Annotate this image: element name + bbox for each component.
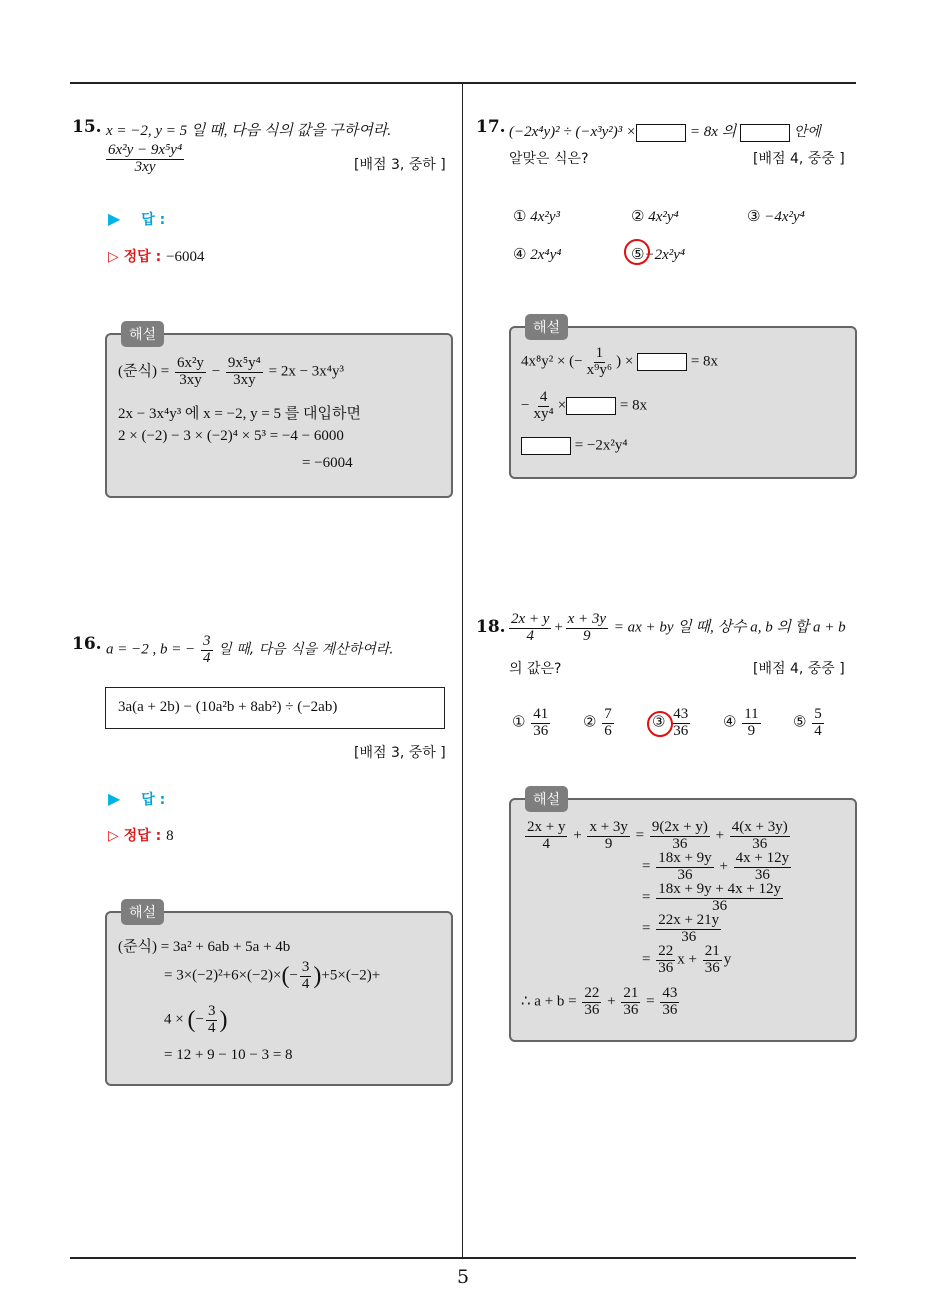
q16-sol-line1: (준식) = 3a² + 6ab + 5a + 4b <box>118 939 291 955</box>
q17-sol-line3: = −2x²y⁴ <box>521 437 628 455</box>
q15-correct-row <box>108 246 205 266</box>
q18-sol-row3: = $\frac{18x + 9y + 4x + 12y}{36}$ <box>642 881 782 914</box>
q16-sol-line3: 4 × (− $\frac{3}{4}$ ) <box>164 1003 228 1036</box>
play-arrow-icon: ▶ <box>108 789 121 808</box>
q17-choice-3[interactable]: ③ −4x²y⁴ <box>747 207 805 225</box>
q15-stem: x = −2, y = 5 일 때, 다음 식의 값을 구하여라. <box>106 123 392 139</box>
q17-meta: [배점 4, 중중 ] <box>753 151 845 167</box>
q15-expression: $\frac{\text{6x²y − 9x⁵y⁴}}{3xy}$ <box>108 142 183 175</box>
q15-sol-line3: 2 × (−2) − 3 × (−2)⁴ × 5³ = −4 − 6000 <box>118 428 344 444</box>
q17-choice-1[interactable]: ① 4x²y³ <box>513 207 561 225</box>
q16-correct-value: 8 <box>166 828 174 844</box>
q17-stem: (−2x⁴y)² ÷ (−x³y²)³ × = 8x 의 안에 <box>509 124 821 140</box>
q15-correct-value: −6004 <box>166 249 205 265</box>
q17-sol-blank-3 <box>521 437 571 455</box>
outline-arrow-icon: ▷ <box>108 249 119 265</box>
q17-sol-blank-1 <box>637 353 687 371</box>
q16-expression: 3a(a + 2b) − (10a²b + 8ab²) ÷ (−2ab) <box>118 699 338 715</box>
q18-sol-row4: = $\frac{22x + 21y}{36}$ <box>642 912 720 945</box>
q17-number: 17. <box>476 117 506 137</box>
page-number: 5 <box>456 1266 470 1288</box>
q18-number: 18. <box>476 617 506 637</box>
bottom-rule <box>70 1257 856 1259</box>
q16-answer-label: 답 : <box>141 792 166 808</box>
q17-blank-2 <box>740 124 790 142</box>
q16-sol-line4: = 12 + 9 − 10 − 3 = 8 <box>164 1047 293 1063</box>
q15-sol-line2: 2x − 3x⁴y³ 에 x = −2, y = 5 를 대입하면 <box>118 406 362 422</box>
q15-correct-label: 정답 : <box>123 249 162 265</box>
q17-stem-line2: 알맞은 식은? <box>509 151 589 167</box>
q18-choice-4[interactable]: ④ $\frac{11}{9}$ <box>723 706 759 739</box>
q15-sol-line4: = −6004 <box>302 455 353 471</box>
q16-meta: [배점 3, 중하 ] <box>354 745 446 761</box>
q15-meta: [배점 3, 중하 ] <box>354 157 446 173</box>
q18-sol-row1: $\frac{2x + y}{4}$ + $\frac{x + 3y}{9}$ = $\frac{9(2x + y)}{36}$ + $\frac{4(x + 3y)}{36}$ <box>527 819 788 852</box>
q17-sol-line2: − $\frac{4}{\text{xy⁴}}$ × = 8x <box>521 389 648 422</box>
selected-answer-circle-icon <box>647 711 673 737</box>
q16-stem: a = −2 , b = − $\frac{3}{4}$ 일 때, 다음 식을 계산하여라. <box>106 633 394 666</box>
q18-sol-row6: ∴ a + b = $\frac{22}{36}$ + $\frac{21}{36}$ = $\frac{43}{36}$ <box>521 985 678 1018</box>
q16-expression-box <box>105 687 445 729</box>
q15-solution-tab: 해설 <box>121 321 164 347</box>
top-rule <box>70 82 856 84</box>
q17-solution-tab: 해설 <box>525 314 568 340</box>
q17-sol-line1: 4x⁸y² × (− $\frac{1}{\text{x⁹y⁶}}$ ) × = 8x <box>521 345 719 378</box>
column-divider <box>462 84 463 1257</box>
q15-answer-label: 답 : <box>141 212 166 228</box>
q15-sol-line1: (준식) = $\frac{\text{6x²y}}{3xy}$ − $\frac{\text{9x⁵y⁴}}{3xy}$ = 2x − 3x⁴y³ <box>118 355 345 388</box>
q18-meta: [배점 4, 중중 ] <box>753 661 845 677</box>
q18-stem: $\frac{2x + y}{4}$ + $\frac{x + 3y}{9}$ = ax + by 일 때, 상수 a, b 의 합 a + b <box>511 611 846 644</box>
play-arrow-icon: ▶ <box>108 209 121 228</box>
q17-choice-5[interactable]: ⑤−2x²y⁴ <box>631 245 686 263</box>
q16-number: 16. <box>72 634 102 654</box>
q16-correct-row <box>108 825 174 845</box>
q16-sol-line2: = 3×(−2)²+6×(−2)×(− $\frac{3}{4}$ )+5×(−2)+ <box>164 959 381 992</box>
q18-sol-row2: = $\frac{18x + 9y}{36}$ + $\frac{4x + 12y}{36}$ <box>642 850 790 883</box>
q18-choice-1[interactable]: ① $\frac{41}{36}$ <box>512 706 549 739</box>
q18-sol-row5: = $\frac{22}{36}$ x + $\frac{21}{36}$ y <box>642 943 732 976</box>
q17-sol-blank-2 <box>566 397 616 415</box>
q17-blank-1 <box>636 124 686 142</box>
q18-solution-tab: 해설 <box>525 786 568 812</box>
q18-choice-5[interactable]: ⑤ $\frac{5}{4}$ <box>793 706 822 739</box>
q16-answer-row[interactable] <box>108 789 165 809</box>
q16-solution-tab: 해설 <box>121 899 164 925</box>
outline-arrow-icon: ▷ <box>108 828 119 844</box>
selected-answer-circle-icon <box>624 239 650 265</box>
q17-choice-4[interactable]: ④ 2x⁴y⁴ <box>513 245 562 263</box>
q15-number: 15. <box>72 117 102 137</box>
q16-correct-label: 정답 : <box>123 828 162 844</box>
q18-choice-3[interactable]: ③ $\frac{43}{36}$ <box>652 706 689 739</box>
q17-choice-2[interactable]: ② 4x²y⁴ <box>631 207 679 225</box>
q18-stem-line2: 의 값은? <box>509 661 562 677</box>
q18-choice-2[interactable]: ② $\frac{7}{6}$ <box>583 706 612 739</box>
q15-answer-row[interactable] <box>108 209 165 229</box>
